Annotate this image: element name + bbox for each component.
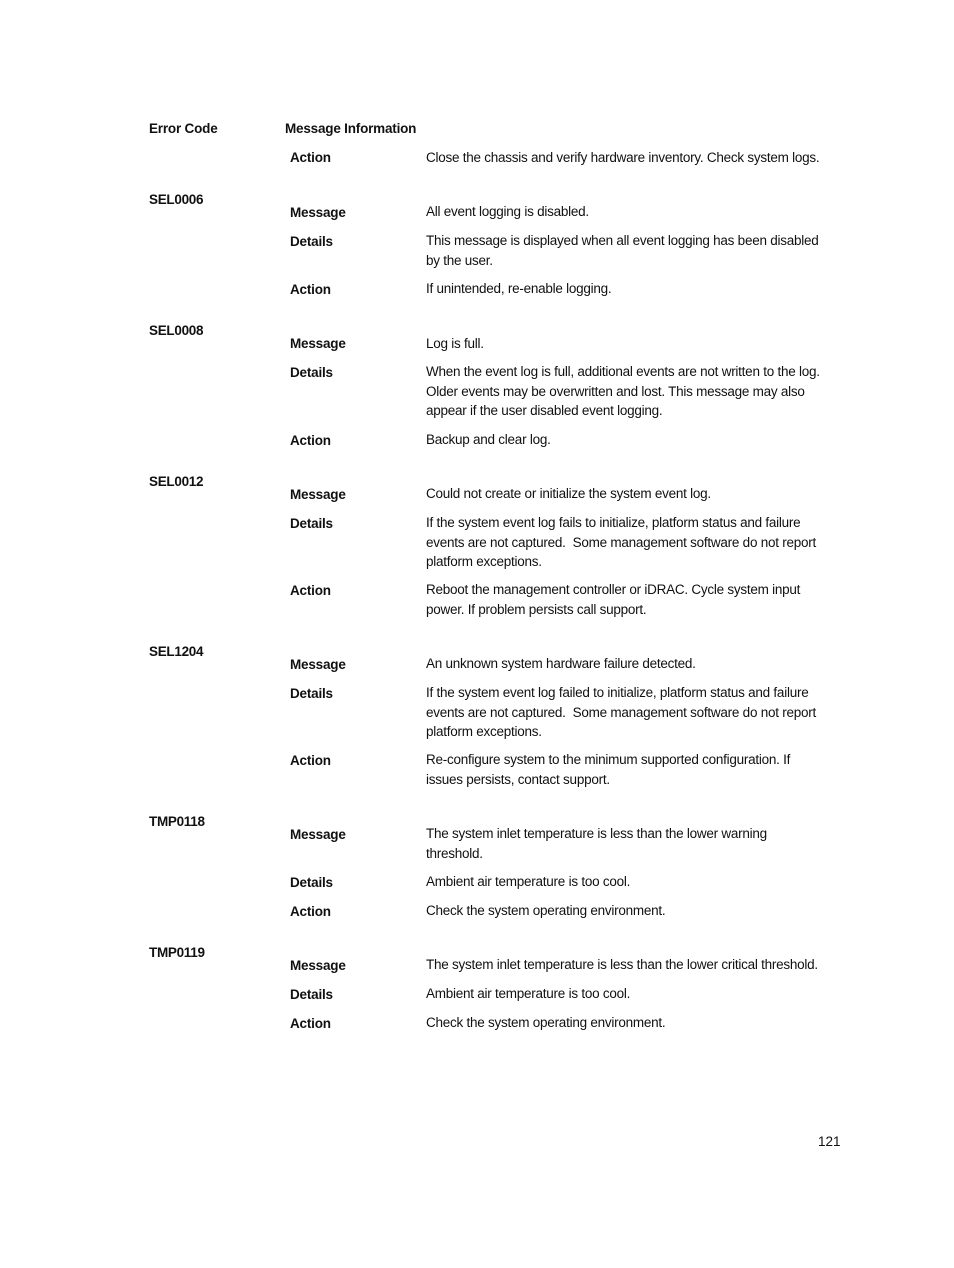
message-value: An unknown system hardware failure detected.	[426, 656, 696, 671]
details-label: Details	[290, 365, 333, 380]
action-value: Backup and clear log.	[426, 432, 551, 447]
message-label: Message	[290, 487, 346, 502]
action-label: Action	[290, 1016, 331, 1031]
error-code: SEL0006	[149, 192, 204, 207]
carryover-action-value: Close the chassis and verify hardware inventory. Check system logs.	[426, 150, 820, 165]
action-value: Check the system operating environment.	[426, 1015, 666, 1030]
message-label: Message	[290, 205, 346, 220]
action-label: Action	[290, 583, 331, 598]
details-label: Details	[290, 234, 333, 249]
message-label: Message	[290, 336, 346, 351]
action-value: Reboot the management controller or iDRAC. Cycle system input power. If problem persists call support.	[426, 582, 801, 617]
action-value: If unintended, re-enable logging.	[426, 281, 612, 296]
details-label: Details	[290, 516, 333, 531]
action-value: Re-configure system to the minimum supported configuration. If issues persists, contact support.	[426, 752, 791, 787]
message-value: The system inlet temperature is less than the lower warning threshold.	[426, 826, 767, 861]
action-label: Action	[290, 433, 331, 448]
details-label: Details	[290, 686, 333, 701]
header-message-information: Message Information	[285, 121, 417, 136]
details-value: If the system event log failed to initialize, platform status and failure events are not captured. Some management software do not report platform exceptions.	[426, 685, 816, 739]
details-label: Details	[290, 987, 333, 1002]
error-code: SEL0012	[149, 474, 204, 489]
message-value: The system inlet temperature is less than the lower critical threshold.	[426, 957, 818, 972]
page-number: 121	[818, 1134, 841, 1149]
message-value: Log is full.	[426, 336, 484, 351]
message-label: Message	[290, 657, 346, 672]
message-value: Could not create or initialize the system event log.	[426, 486, 711, 501]
details-value: This message is displayed when all event logging has been disabled by the user.	[426, 233, 819, 268]
details-value: When the event log is full, additional events are not written to the log. Older events may be overwritten and lost. This message may also appear if the user disabled event logging.	[426, 364, 820, 418]
details-value: If the system event log fails to initialize, platform status and failure events are not captured. Some management software do not report platform exceptions.	[426, 515, 816, 569]
error-code: TMP0118	[149, 814, 205, 829]
error-code: SEL1204	[149, 644, 204, 659]
message-value: All event logging is disabled.	[426, 204, 589, 219]
details-value: Ambient air temperature is too cool.	[426, 874, 631, 889]
details-value: Ambient air temperature is too cool.	[426, 986, 631, 1001]
carryover-action-label: Action	[290, 150, 331, 165]
action-label: Action	[290, 904, 331, 919]
message-label: Message	[290, 827, 346, 842]
action-label: Action	[290, 753, 331, 768]
details-label: Details	[290, 875, 333, 890]
action-value: Check the system operating environment.	[426, 903, 666, 918]
header-error-code: Error Code	[149, 121, 218, 136]
message-label: Message	[290, 958, 346, 973]
error-code: TMP0119	[149, 945, 205, 960]
action-label: Action	[290, 282, 331, 297]
error-code: SEL0008	[149, 323, 204, 338]
